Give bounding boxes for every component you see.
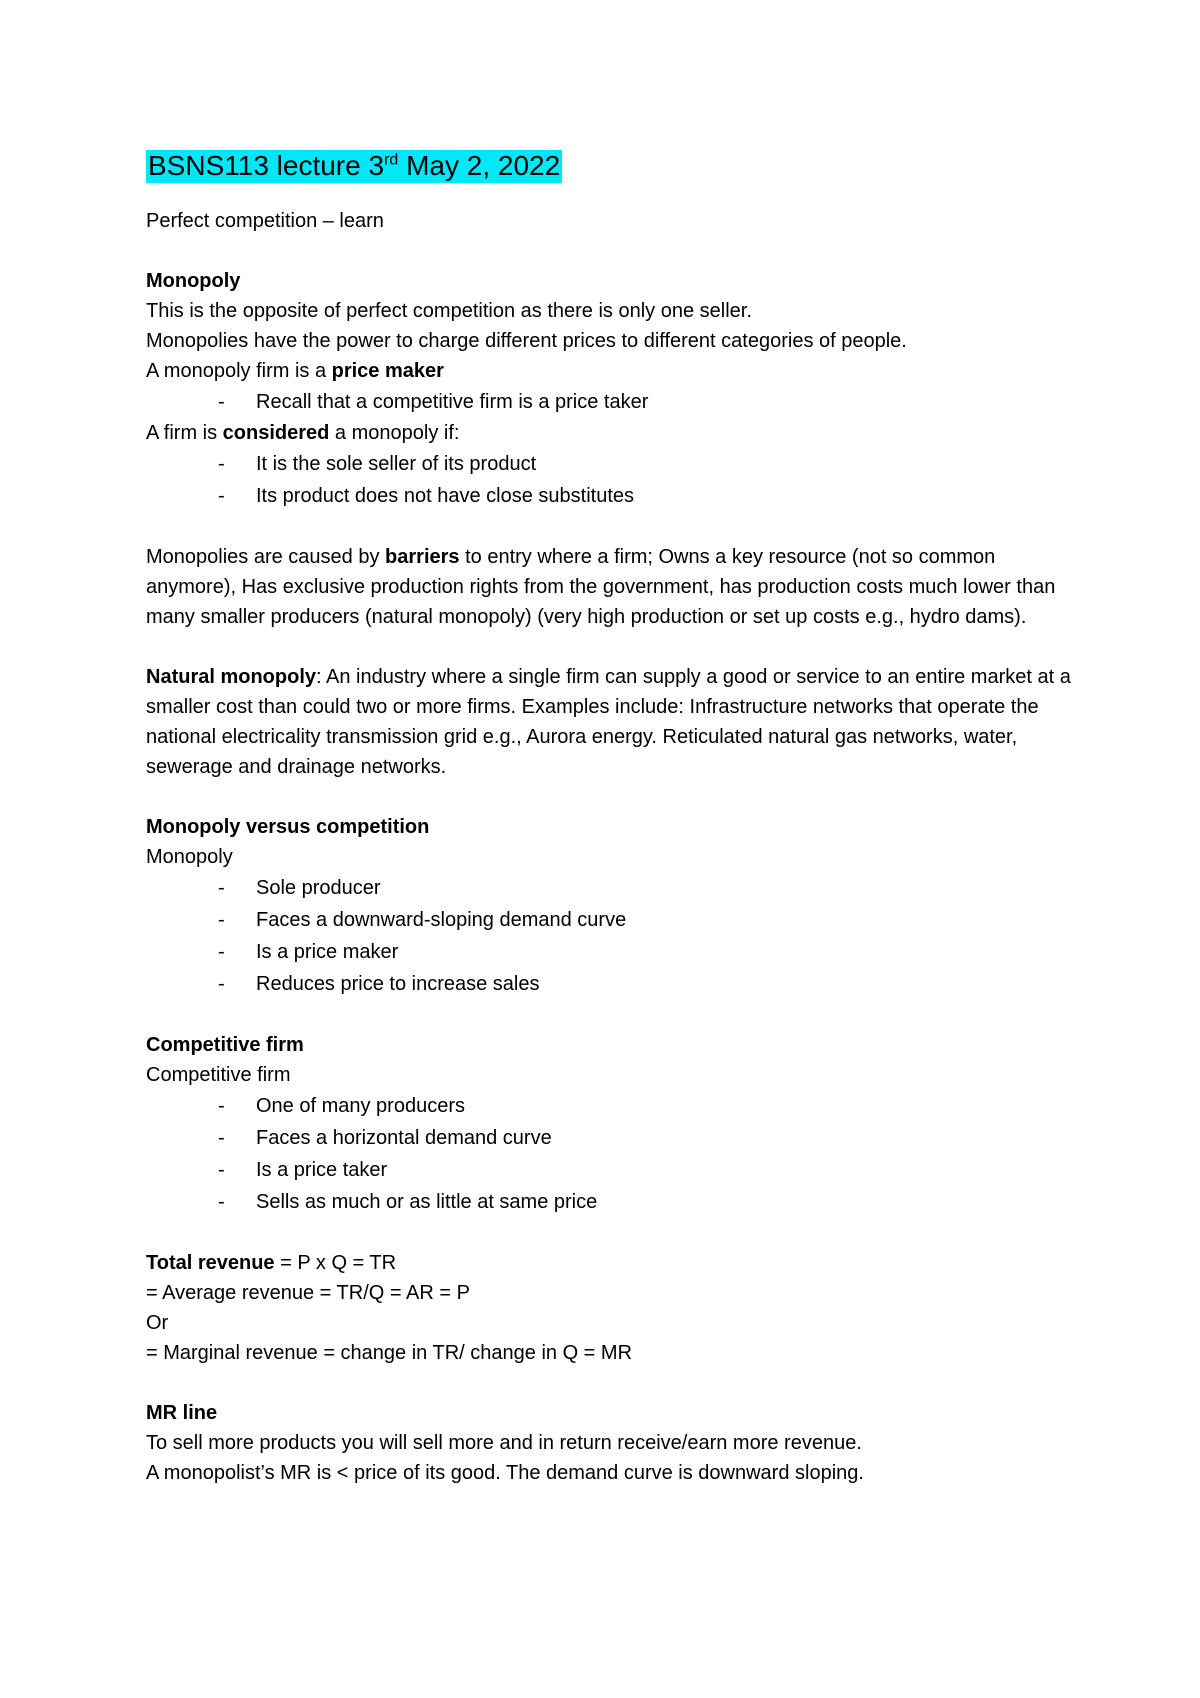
- revenue-line-4: = Marginal revenue = change in TR/ change in Q = MR: [146, 1342, 633, 1364]
- mr-line-2: A monopolist’s MR is < price of its good. The demand curve is downward sloping.: [146, 1462, 864, 1484]
- barriers-pre: Monopolies are caused by: [146, 546, 386, 568]
- competitive-traits-list: [146, 1090, 1086, 1218]
- recall-list: [146, 386, 1086, 418]
- dash-bullet: -: [218, 1159, 225, 1181]
- versus-subheading: Monopoly: [146, 846, 233, 868]
- monopoly-line-1: This is the opposite of perfect competition as there is only one seller.: [146, 300, 752, 322]
- list-item-text: Is a price taker: [256, 1159, 388, 1181]
- list-item: [146, 448, 1086, 480]
- monopoly-line-4-pre: A firm is: [146, 422, 223, 444]
- competitive-subheading: Competitive firm: [146, 1064, 291, 1086]
- dash-bullet: -: [218, 453, 225, 475]
- monopoly-conditions-list: [146, 448, 1086, 512]
- monopoly-line-3-text: A monopoly firm is a: [146, 360, 332, 382]
- list-item: [146, 1186, 1086, 1218]
- list-item-text: One of many producers: [256, 1095, 465, 1117]
- competitive-heading: Competitive firm: [146, 1034, 304, 1056]
- list-item: [146, 968, 1086, 1000]
- monopoly-line-4: [146, 418, 1086, 448]
- natural-monopoly-text: : An industry where a single firm can supply a good or service to an entire market at a smaller cost than could two or more firms. Examples include: Infrastructure networks that operate the national electricality transmission grid e.g., Aurora energy. Reticulated natural gas networks, water, sewerage and drainage networks.: [146, 666, 1071, 778]
- list-item: [146, 480, 1086, 512]
- list-item-text: Sells as much or as little at same price: [256, 1191, 598, 1213]
- dash-bullet: -: [218, 1095, 225, 1117]
- revenue-formula: = P x Q = TR: [274, 1252, 397, 1274]
- monopoly-line-4-post: a monopoly if:: [329, 422, 460, 444]
- title-main: BSNS113 lecture 3: [148, 150, 385, 181]
- list-item: [146, 1122, 1086, 1154]
- revenue-line-1: [146, 1248, 1086, 1278]
- title-highlight: [146, 150, 562, 183]
- intro-line: Perfect competition – learn: [146, 210, 384, 232]
- considered-term: considered: [222, 422, 330, 444]
- list-item-text: Faces a horizontal demand curve: [256, 1127, 552, 1149]
- title-date: May 2, 2022: [398, 150, 561, 181]
- list-item: [146, 936, 1086, 968]
- natural-monopoly-paragraph: [146, 662, 1086, 782]
- list-item-text: Recall that a competitive firm is a price taker: [256, 391, 649, 413]
- dash-bullet: -: [218, 391, 225, 413]
- price-maker-term: price maker: [331, 360, 444, 382]
- monopoly-line-3: [146, 356, 1086, 386]
- natural-monopoly-term: Natural monopoly: [146, 666, 317, 688]
- barriers-term: barriers: [385, 546, 460, 568]
- list-item-text: Faces a downward-sloping demand curve: [256, 909, 627, 931]
- list-item-text: Sole producer: [256, 877, 381, 899]
- list-item: [146, 872, 1086, 904]
- dash-bullet: -: [218, 973, 225, 995]
- dash-bullet: -: [218, 1191, 225, 1213]
- title-superscript: rd: [384, 151, 399, 169]
- dash-bullet: -: [218, 909, 225, 931]
- mr-heading: MR line: [146, 1402, 218, 1424]
- dash-bullet: -: [218, 1127, 225, 1149]
- versus-heading: Monopoly versus competition: [146, 816, 430, 838]
- list-item: [146, 1090, 1086, 1122]
- monopoly-heading: Monopoly: [146, 270, 241, 292]
- barriers-paragraph: [146, 542, 1086, 632]
- total-revenue-term: Total revenue: [146, 1252, 275, 1274]
- list-item: [146, 386, 1086, 418]
- list-item-text: Is a price maker: [256, 941, 399, 963]
- barriers-post: to entry where a firm; Owns a key resource (not so common anymore), Has exclusive production rights from the government, has production costs much lower than many smaller producers (natural monopoly) (very high production or set up costs e.g., hydro dams).: [146, 546, 1056, 628]
- document-content: [146, 146, 1086, 1488]
- revenue-line-2: = Average revenue = TR/Q = AR = P: [146, 1282, 470, 1304]
- monopoly-line-2: Monopolies have the power to charge different prices to different categories of people.: [146, 330, 907, 352]
- list-item-text: Reduces price to increase sales: [256, 973, 540, 995]
- list-item-text: Its product does not have close substitutes: [256, 485, 634, 507]
- monopoly-traits-list: [146, 872, 1086, 1000]
- dash-bullet: -: [218, 485, 225, 507]
- list-item: [146, 904, 1086, 936]
- mr-line-1: To sell more products you will sell more and in return receive/earn more revenue.: [146, 1432, 862, 1454]
- dash-bullet: -: [218, 877, 225, 899]
- list-item-text: It is the sole seller of its product: [256, 453, 537, 475]
- dash-bullet: -: [218, 941, 225, 963]
- revenue-line-3: Or: [146, 1312, 169, 1334]
- document-title: [146, 146, 1086, 186]
- list-item: [146, 1154, 1086, 1186]
